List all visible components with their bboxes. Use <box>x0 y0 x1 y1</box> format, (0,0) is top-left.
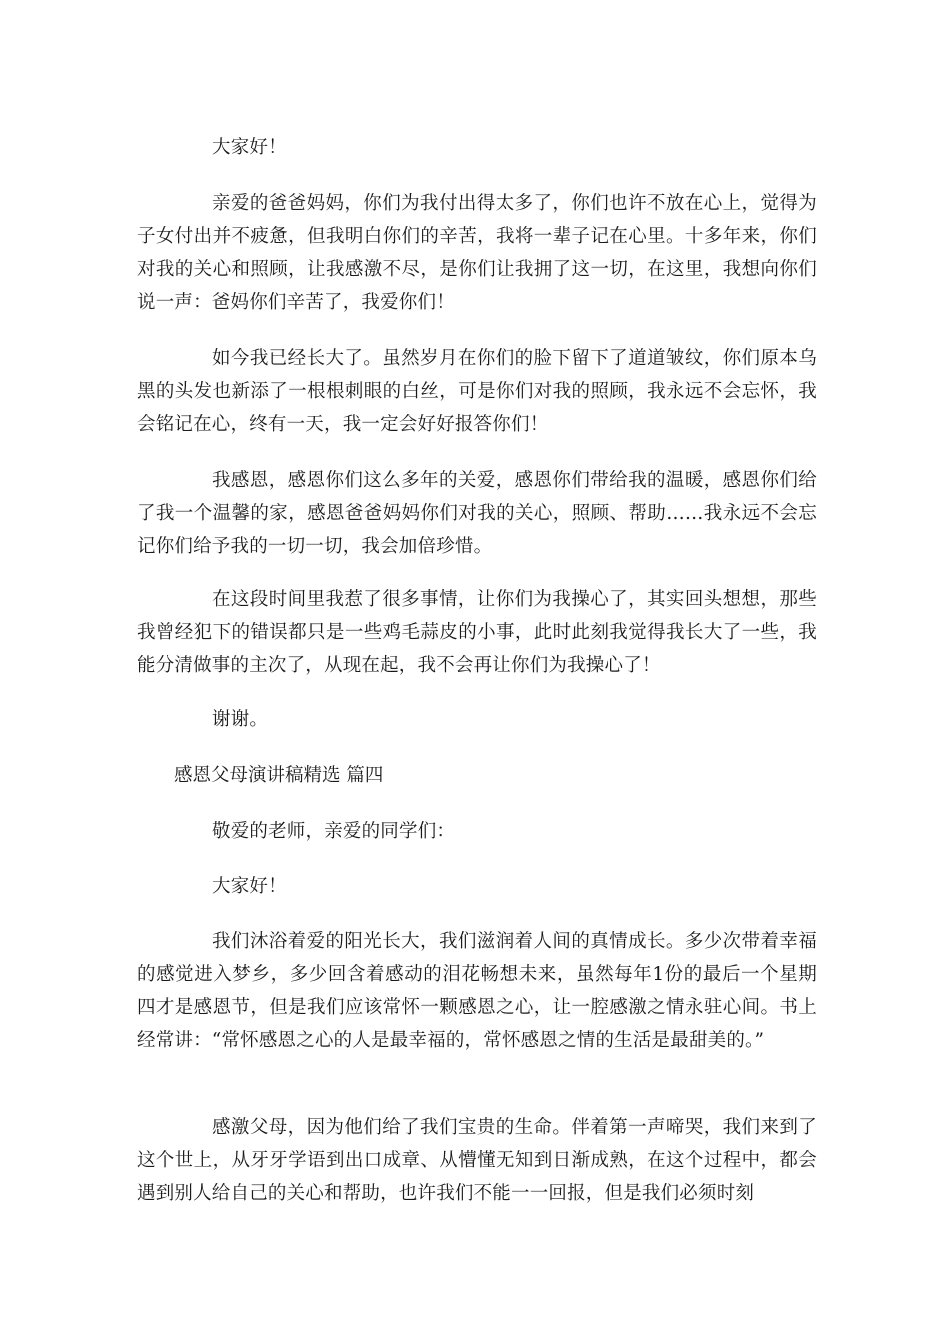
body-paragraph: 感激父母，因为他们给了我们宝贵的生命。伴着第一声啼哭，我们来到了这个世上，从牙牙学语到出口成章、从懵懂无知到日渐成熟，在这个过程中，都会遇到别人给自己的关心和帮助，也许我们不能一一回报，但是我们必须时刻 <box>137 1117 817 1204</box>
greeting-paragraph: 大家好！ <box>212 137 287 158</box>
body-paragraph: 在这段时间里我惹了很多事情，让你们为我操心了，其实回头想想，那些我曾经犯下的错误都只是一些鸡毛蒜皮的小事，此时此刻我觉得我长大了一些，我能分清做事的主次了，从现在起，我不会再让你们为我操心了！ <box>137 589 817 676</box>
body-paragraph: 亲爱的爸爸妈妈，你们为我付出得太多了，你们也许不放在心上，觉得为子女付出并不疲惫，但我明白你们的辛苦，我将一辈子记在心里。十多年来，你们对我的关心和照顾，让我感激不尽，是你们让我拥了这一切，在这里，我想向你们说一声：爸妈你们辛苦了，我爱你们！ <box>137 193 817 313</box>
body-paragraph: 我感恩，感恩你们这么多年的关爱，感恩你们带给我的温暖，感恩你们给了我一个温馨的家，感恩爸爸妈妈你们对我的关心，照顾、帮助……我永远不会忘记你们给予我的一切一切，我会加倍珍惜。 <box>137 470 817 557</box>
body-paragraph: 我们沐浴着爱的阳光长大，我们滋润着人间的真情成长。多少次带着幸福的感觉进入梦乡，多少回含着感动的泪花畅想未来，虽然每年1份的最后一个星期四才是感恩节，但是我们应该常怀一颗感恩之心，让一腔感激之情永驻心间。书上经常讲：“常怀感恩之心的人是最幸福的，常怀感恩之情的生活是最甜美的。” <box>137 931 817 1051</box>
thanks-paragraph: 谢谢。 <box>212 709 269 730</box>
greeting-paragraph: 大家好！ <box>212 876 287 897</box>
salutation-paragraph: 敬爱的老师，亲爱的同学们： <box>212 821 456 842</box>
section-heading: 感恩父母演讲稿精选 篇四 <box>174 765 384 786</box>
body-paragraph: 如今我已经长大了。虽然岁月在你们的脸下留下了道道皱纹，你们原本乌黑的头发也新添了一根根刺眼的白丝，可是你们对我的照顾，我永远不会忘怀，我会铭记在心，终有一天，我一定会好好报答你们！ <box>137 348 817 435</box>
